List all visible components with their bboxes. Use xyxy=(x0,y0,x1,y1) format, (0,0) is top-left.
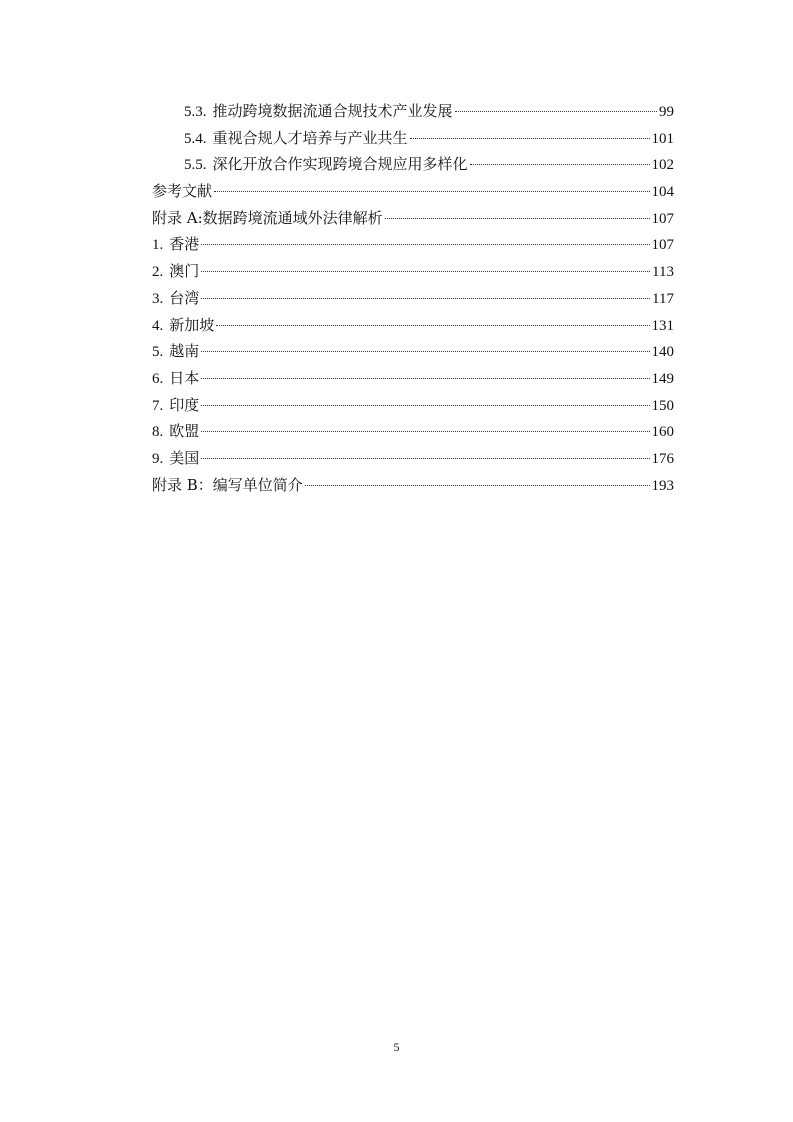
toc-dot-leader xyxy=(201,431,649,432)
toc-dot-leader xyxy=(201,244,649,245)
toc-entry-title: 推动跨境数据流通合规技术产业发展 xyxy=(212,102,453,120)
toc-entry-page: 150 xyxy=(651,397,674,414)
toc-entry-title: 附录 A:数据跨境流通域外法律解析 xyxy=(152,208,383,227)
toc-entry-title: 新加坡 xyxy=(169,315,215,334)
toc-dot-leader xyxy=(385,218,650,219)
toc-entry-page: 101 xyxy=(651,130,674,147)
toc-dot-leader xyxy=(470,164,650,165)
toc-entry[interactable] xyxy=(152,98,674,125)
toc-entry-title: 参考文献 xyxy=(152,182,213,201)
toc-dot-leader xyxy=(201,271,650,272)
toc-entry-title: 日本 xyxy=(169,368,200,387)
toc-entry[interactable] xyxy=(152,205,674,232)
toc-entry[interactable] xyxy=(152,151,674,178)
toc-entry-page: 117 xyxy=(652,290,674,307)
toc-entry-number: 5. xyxy=(152,344,164,361)
toc-entry-page: 104 xyxy=(651,184,674,201)
toc-entry[interactable] xyxy=(152,285,674,312)
toc-dot-leader xyxy=(201,458,649,459)
toc-dot-leader xyxy=(201,298,650,299)
toc-entry[interactable] xyxy=(152,392,674,419)
toc-entry-title: 深化开放合作实现跨境合规应用多样化 xyxy=(212,155,468,174)
toc-dot-leader xyxy=(214,191,649,192)
toc-entry[interactable] xyxy=(152,312,674,339)
toc-entry[interactable] xyxy=(152,365,674,392)
toc-entry-title: 美国 xyxy=(169,448,200,467)
toc-entry-page: 99 xyxy=(659,104,674,120)
toc-entry-title: 澳门 xyxy=(169,262,200,281)
toc-entry-page: 107 xyxy=(651,237,674,254)
toc-entry[interactable] xyxy=(152,418,674,445)
toc-entry-number: 6. xyxy=(152,370,164,387)
toc-entry-page: 102 xyxy=(651,157,674,174)
toc-entry[interactable] xyxy=(152,125,674,152)
toc-entry-number: 5.3. xyxy=(184,104,207,120)
toc-entry-number: 2. xyxy=(152,264,164,281)
toc-entry-page: 131 xyxy=(651,317,674,334)
toc-entry-number: 4. xyxy=(152,317,164,334)
toc-dot-leader xyxy=(216,325,649,326)
toc-entry[interactable] xyxy=(152,338,674,365)
table-of-contents xyxy=(152,98,674,498)
toc-entry-page: 176 xyxy=(651,450,674,467)
toc-dot-leader xyxy=(201,405,649,406)
toc-entry-title: 台湾 xyxy=(169,288,200,307)
toc-dot-leader xyxy=(455,111,657,112)
toc-dot-leader xyxy=(305,485,650,486)
toc-entry-page: 193 xyxy=(651,477,674,494)
toc-entry-number: 5.5. xyxy=(184,157,207,174)
toc-entry-number: 7. xyxy=(152,397,164,414)
toc-entry[interactable] xyxy=(152,258,674,285)
toc-entry-title: 附录 B：编写单位简介 xyxy=(152,475,303,494)
toc-entry[interactable] xyxy=(152,231,674,258)
toc-entry-number: 3. xyxy=(152,290,164,307)
toc-entry-page: 107 xyxy=(651,210,674,227)
toc-entry-number: 8. xyxy=(152,424,164,441)
toc-entry-number: 5.4. xyxy=(184,130,207,147)
toc-entry-title: 印度 xyxy=(169,395,200,414)
toc-entry[interactable] xyxy=(152,472,674,499)
page-number: 5 xyxy=(393,1040,400,1054)
toc-entry-page: 140 xyxy=(651,344,674,361)
toc-entry-title: 越南 xyxy=(169,342,200,361)
toc-entry[interactable] xyxy=(152,445,674,472)
toc-entry-title: 欧盟 xyxy=(169,422,200,441)
toc-entry-page: 113 xyxy=(652,264,674,281)
toc-dot-leader xyxy=(201,351,649,352)
toc-entry[interactable] xyxy=(152,178,674,205)
toc-entry-page: 160 xyxy=(651,424,674,441)
toc-entry-title: 香港 xyxy=(169,235,200,254)
toc-entry-number: 9. xyxy=(152,450,164,467)
toc-entry-page: 149 xyxy=(651,370,674,387)
toc-entry-number: 1. xyxy=(152,237,164,254)
toc-dot-leader xyxy=(201,378,649,379)
toc-entry-title: 重视合规人才培养与产业共生 xyxy=(212,128,408,147)
toc-dot-leader xyxy=(410,138,650,139)
